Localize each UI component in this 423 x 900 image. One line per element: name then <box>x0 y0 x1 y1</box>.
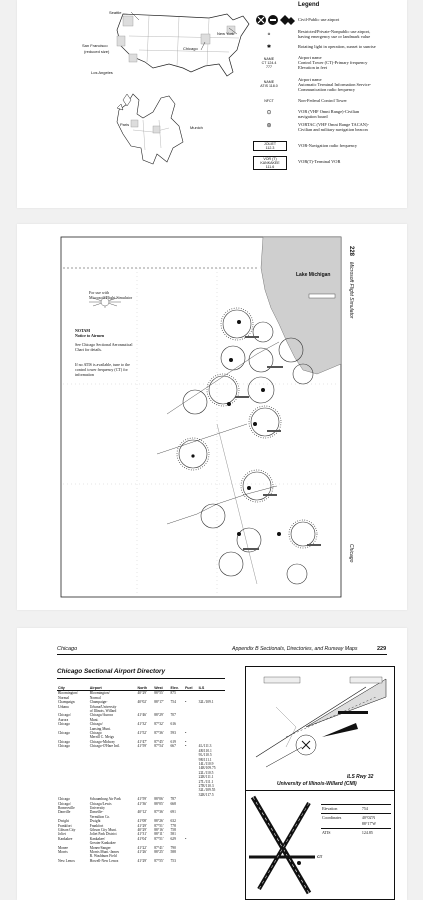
page-airport-directory <box>17 628 407 900</box>
cell-north: 41°22' <box>137 845 147 850</box>
cell-city: Bloomington/ Normal <box>58 691 78 700</box>
legend-text-6: VOR (VHF Omni Range)-Civilian navigation board <box>298 109 360 119</box>
legend-text-0: Civil-Public use airport <box>298 17 340 22</box>
cell-airport: Chicago/ Lansing Muni. <box>89 722 111 731</box>
notam-subtitle: Notice to Airmen <box>75 333 105 338</box>
airport-info-table <box>321 804 391 837</box>
cell-north: 41°32' <box>137 722 147 727</box>
cell-north: 40°29' <box>137 691 147 696</box>
cell-city: Joliet <box>58 832 66 837</box>
vor-frequency-box: JOLIET 112.3 <box>253 141 287 151</box>
cell-airport: Gibson City Muni. <box>89 828 117 832</box>
cell-north: 41°46' <box>137 713 147 718</box>
cell-airport: Dwight <box>89 819 101 824</box>
page-number-228: 228 <box>348 246 354 257</box>
ct-label: CT <box>317 854 323 859</box>
info-row-elevation: Elevation 754 <box>321 805 391 814</box>
cell-city: Danville <box>58 810 71 815</box>
cell-west: 88°25' <box>154 850 164 855</box>
col-ils: ILS <box>198 686 225 691</box>
europe-map <box>113 90 193 170</box>
page-legend <box>17 0 407 208</box>
cell-west: 87°41' <box>154 845 164 850</box>
cell-west: 88°55' <box>154 691 164 696</box>
cell-city: Champaign Urbana <box>58 700 75 709</box>
cell-city: Kankakee <box>58 836 73 841</box>
cell-west: 87°36' <box>154 731 164 736</box>
cell-city: Gibson City <box>58 828 76 832</box>
ils-label: ILS Rwy 32 <box>347 774 374 780</box>
airport-caption: University of Illinois-Willard (CMI) <box>277 781 357 787</box>
page-number-229: 229 <box>377 646 387 652</box>
header-rule <box>57 654 387 655</box>
cell-ils: 4L/111.3 4R/110.1 9L/110.5 9R/111.1 14L/110.9 14R/109.75 22L/110.5 22R/111.1 27L/111.1 27R/110.3 32L/109.55 32R/117.5 <box>198 744 216 797</box>
legend-text-7: VORTAC (VHF Omni Range TACAN)- Civilian and military navigation beacon <box>298 122 369 132</box>
info-row-coordinates: Coordinates 40°02'N 88°17'W <box>321 814 391 829</box>
col-north: North <box>136 686 153 691</box>
legend-text-3: Airport name Control Tower (CT)-Primary frequency Elevation in feet <box>298 55 368 70</box>
map-label-munich: Munich <box>190 125 203 130</box>
cell-city: Chicago <box>58 722 70 727</box>
cell-north: 41°29' <box>137 858 147 863</box>
nfct-symbol: NFCT <box>264 99 274 103</box>
cell-west: 88°06' <box>154 797 164 802</box>
table-row <box>57 691 225 700</box>
atis-symbol: NAME ATIS 118.0 <box>260 80 278 88</box>
legend-text-5: Non-Federal Control Tower <box>298 98 347 103</box>
cell-fuel <box>184 722 198 731</box>
cell-city: Chicago <box>58 731 70 736</box>
cell-city: Chicago/ Aurora <box>58 713 71 722</box>
cell-elev: 629 <box>170 836 176 841</box>
col-fuel: Fuel <box>184 686 198 691</box>
cell-elev: 668 <box>170 801 176 806</box>
cell-fuel <box>184 850 198 859</box>
cell-west: 87°55' <box>154 858 164 863</box>
cell-city: New Lenox <box>58 858 75 863</box>
cell-west: 88°11' <box>154 832 164 837</box>
map-label-reduced: (reduced size) <box>84 49 110 54</box>
cell-city: Dwight <box>58 819 69 824</box>
cell-north: 41°52' <box>137 731 147 736</box>
map-label-sanfrancisco: San Francisco <box>82 43 108 48</box>
table-row <box>57 700 225 713</box>
cell-airport: Chicago-O'Hare Intl. <box>89 744 120 749</box>
terminal-vor-box: VOR (T) KANKAKEE 111.6 <box>253 156 287 170</box>
cell-airport: Morris Muni.-James R. Washburn Field <box>89 850 120 859</box>
cell-airport: Chicago-Midway <box>89 739 115 744</box>
cell-elev: 632 <box>170 819 176 824</box>
cell-airport: Kankakee/ Greater Kankakee <box>89 836 116 846</box>
cell-elev: 758 <box>170 828 176 832</box>
vor-icon: ⊙ <box>266 110 272 116</box>
approach-diagram <box>246 667 392 787</box>
legend-text-8: VOR-Navigation radio frequency <box>298 143 358 148</box>
table-row <box>57 850 225 859</box>
table-row <box>57 837 225 846</box>
diagram-divider <box>245 790 395 791</box>
legend-title: Legend <box>298 2 320 8</box>
cell-ils <box>198 810 225 819</box>
cell-north: 41°31' <box>137 832 147 837</box>
cell-ils <box>198 722 225 731</box>
cell-airport: Frankfort <box>89 823 104 828</box>
cell-west: 87°51' <box>154 836 164 841</box>
cell-ils <box>198 850 225 859</box>
cell-airport: Schaumburg Air Park <box>89 797 121 802</box>
cell-city: Chicago <box>58 744 70 749</box>
map-label-newyork: New York <box>217 31 234 36</box>
legend-text-4: Airport name Automatic Terminal Information Service- Communication radio frequency <box>298 77 372 92</box>
col-airport: Airport <box>89 686 137 691</box>
cell-west: 87°54' <box>154 744 164 749</box>
notam-title: NOTAM <box>75 328 91 333</box>
cell-elev: 754 <box>170 700 176 705</box>
cell-west: 88°26' <box>154 819 164 824</box>
cell-west: 88°05' <box>154 801 164 806</box>
cell-west: 87°51' <box>154 823 164 828</box>
page-sectional-map <box>17 224 407 610</box>
legend-text-9: VOR(T)-Terminal VOR <box>298 159 341 164</box>
cell-city: Chicago/ Romeoville <box>58 801 75 810</box>
cell-city: Morris <box>58 850 68 855</box>
cell-fuel: • <box>185 731 187 736</box>
cell-north: 41°59' <box>137 744 147 749</box>
cell-elev: 619 <box>170 739 176 744</box>
cell-north: 40°12' <box>137 810 147 815</box>
cell-west: 87°45' <box>154 739 164 744</box>
cell-ils: 32L/109.1 <box>198 700 214 705</box>
cell-north: 41°04' <box>137 836 147 841</box>
notam-text: See Chicago Sectional Aeronautical Chart for details. <box>75 342 133 352</box>
col-west: West <box>153 686 169 691</box>
cell-elev: 753 <box>170 858 176 863</box>
map-label-seattle: Seattle <box>109 10 122 15</box>
cell-fuel: • <box>185 739 187 744</box>
atis-note: If no ATIS is available, tune to the control tower frequency (CT) for information <box>75 362 130 377</box>
cell-airport: Chicago Merrill C. Meigs <box>89 731 114 740</box>
table-row <box>57 859 225 863</box>
vortac-icon: ⊛ <box>266 123 272 129</box>
restricted-airport-icon: ⊗ <box>267 32 271 36</box>
cell-fuel <box>184 859 198 863</box>
cell-city: Monee <box>58 845 68 850</box>
cell-west: 87°36' <box>154 810 164 815</box>
cell-north: 41°29' <box>137 823 147 828</box>
header-left: Chicago <box>57 646 78 652</box>
footer-label-chicago: Chicago <box>348 544 354 563</box>
legend-text-2: Rotating light in operation, sunset to sunrise <box>298 44 376 49</box>
cell-city: Chicago <box>58 739 70 744</box>
cell-city: Chicago <box>58 797 70 802</box>
cell-fuel <box>184 691 198 700</box>
cell-north: 41°08' <box>137 819 147 824</box>
cell-airport: Bloomington/ Normal <box>89 691 110 700</box>
cell-elev: 581 <box>170 832 176 837</box>
table-row <box>57 744 225 797</box>
cell-fuel <box>184 713 198 722</box>
cell-airport: Chicago/Aurora Muni. <box>89 713 113 722</box>
cell-north: 41°36' <box>137 801 147 806</box>
cell-north: 41°59' <box>137 797 147 802</box>
cell-north: 41°47' <box>137 739 147 744</box>
control-tower-symbol: NAME CT 124.4 777 <box>261 57 277 69</box>
table-row <box>57 722 225 731</box>
cell-north: 40°29' <box>137 828 147 832</box>
cell-west: 88°29' <box>154 713 164 718</box>
map-label-losangeles: Los Angeles <box>91 70 113 75</box>
header-right: Appendix B Sectionals, Directories, and Runway Maps <box>232 646 358 652</box>
cell-fuel <box>184 810 198 819</box>
running-title: Microsoft Flight Simulator <box>348 262 354 319</box>
runway-layout <box>249 793 315 898</box>
title-rule <box>57 678 225 679</box>
cell-elev: 790 <box>170 845 176 850</box>
directory-title: Chicago Sectional Airport Directory <box>57 668 166 675</box>
table-row <box>57 713 225 722</box>
cell-ils <box>198 731 225 740</box>
cell-north: 40°02' <box>137 700 147 705</box>
cell-elev: 593 <box>170 731 176 736</box>
cell-airport: Danville- Vermilion Co. <box>89 810 111 819</box>
lake-label: Lake Michigan <box>296 272 331 278</box>
cell-fuel: • <box>185 744 187 749</box>
col-elev: Elev. <box>170 686 185 691</box>
cell-west: 88°16' <box>154 828 164 832</box>
cell-elev: 588 <box>170 850 176 855</box>
cell-elev: 616 <box>170 722 176 727</box>
cell-ils <box>198 837 225 846</box>
table-row <box>57 802 225 811</box>
use-note: For use with Microsoft Flight Simulator <box>89 290 133 300</box>
info-row-atis: ATIS 124.85 <box>321 829 391 838</box>
cell-elev: 787 <box>170 797 176 802</box>
cell-elev: 875 <box>170 691 176 696</box>
cell-airport: Monee/Sanger <box>89 845 111 850</box>
cell-north: 41°26' <box>137 850 147 855</box>
map-label-paris: Paris <box>120 122 130 127</box>
cell-ils <box>198 713 225 722</box>
rotating-light-icon: ✱ <box>266 44 272 50</box>
cell-west: 87°32' <box>154 722 164 727</box>
cell-elev: 707 <box>170 713 176 718</box>
cell-elev: 778 <box>170 823 176 828</box>
cell-ils <box>198 691 225 700</box>
cell-ils <box>198 802 225 811</box>
col-city: City <box>57 686 89 691</box>
table-row <box>57 810 225 819</box>
legend-text-1: Restricted/Private-Nonpublic use airport, having emergency use or landmark value <box>298 29 371 39</box>
cell-fuel: • <box>185 836 187 841</box>
cell-west: 88°17' <box>154 700 164 705</box>
public-airport-icons <box>255 11 295 29</box>
cell-airport: Joliet Park District <box>89 832 117 837</box>
cell-city: Frankfort <box>58 823 72 828</box>
cell-elev: 691 <box>170 810 176 815</box>
cell-fuel <box>184 802 198 811</box>
table-row <box>57 731 225 740</box>
cell-elev: 667 <box>170 744 176 749</box>
cell-fuel: • <box>185 700 187 705</box>
cell-airport: Howell-New Lenox <box>89 858 119 863</box>
cell-airport: Chicago/Lewis University <box>89 801 112 810</box>
map-label-chicago: Chicago <box>183 46 198 51</box>
cell-airport: Champaign- Urbana/University of Illinois, Willard <box>89 700 117 714</box>
directory-table <box>57 686 225 863</box>
cell-ils <box>198 859 225 863</box>
